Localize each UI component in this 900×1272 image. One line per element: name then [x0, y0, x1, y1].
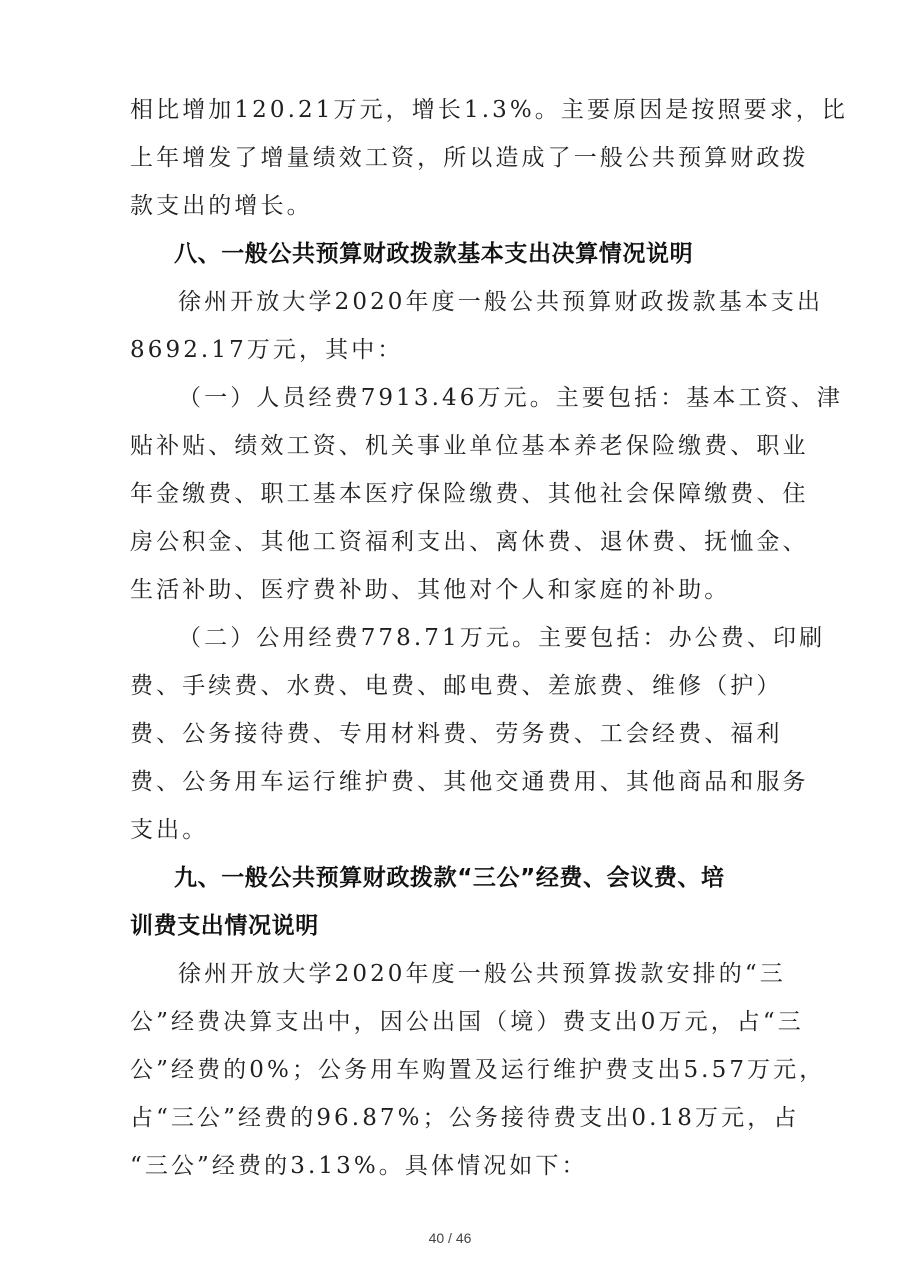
text-line: 上年增发了增量绩效工资，所以造成了一般公共预算财政拨 — [130, 145, 809, 171]
text-line: 款支出的增长。 — [130, 193, 313, 219]
text-line: 费、公务接待费、专用材料费、劳务费、工会经费、福利 — [130, 721, 783, 747]
text-line: 公”经费的0%；公务用车购置及运行维护费支出5.57万元， — [130, 1057, 826, 1083]
text-line: 公”经费决算支出中，因公出国（境）费支出0万元，占“三 — [130, 1009, 804, 1035]
text-line: （二）公用经费778.71万元。主要包括：办公费、印刷 — [178, 625, 826, 651]
paragraph-public-expenses — [130, 614, 826, 854]
text-line: 房公积金、其他工资福利支出、离休费、退休费、抚恤金、 — [130, 529, 809, 555]
section-8-heading: 八、一般公共预算财政拨款基本支出决算情况说明 — [174, 241, 694, 267]
text-line: 相比增加120.21万元，增长1.3%。主要原因是按照要求，比 — [130, 97, 849, 123]
heading-line: 九、一般公共预算财政拨款“三公”经费、会议费、培 — [174, 865, 725, 891]
paragraph-three-public-expenses — [130, 950, 826, 1190]
text-line: 年金缴费、职工基本医疗保险缴费、其他社会保障缴费、住 — [130, 481, 809, 507]
text-line: 徐州开放大学2020年度一般公共预算拨款安排的“三 — [178, 961, 786, 987]
text-line: 生活补助、医疗费补助、其他对个人和家庭的补助。 — [130, 577, 731, 603]
page-indicator: 40 / 46 — [428, 1230, 472, 1246]
text-line: 支出。 — [130, 817, 209, 843]
text-line: 费、公务用车运行维护费、其他交通费用、其他商品和服务 — [130, 769, 809, 795]
text-line: 8692.17万元，其中： — [130, 337, 404, 363]
text-line: （一）人员经费7913.46万元。主要包括：基本工资、津 — [178, 385, 843, 411]
text-line: 徐州开放大学2020年度一般公共预算财政拨款基本支出 — [178, 289, 824, 315]
paragraph-basic-expenditure-summary — [130, 278, 824, 374]
heading-line: 训费支出情况说明 — [130, 913, 319, 939]
text-line: “三公”经费的3.13%。具体情况如下： — [130, 1153, 588, 1179]
text-line: 贴补贴、绩效工资、机关事业单位基本养老保险缴费、职业 — [130, 433, 809, 459]
document-body — [130, 86, 849, 1190]
paragraph-budget-increase — [130, 86, 849, 230]
section-9-heading — [130, 854, 770, 950]
paragraph-personnel-expenses — [130, 374, 843, 614]
text-line: 费、手续费、水费、电费、邮电费、差旅费、维修（护） — [130, 673, 783, 699]
text-line: 占“三公”经费的96.87%；公务接待费支出0.18万元，占 — [130, 1105, 800, 1131]
